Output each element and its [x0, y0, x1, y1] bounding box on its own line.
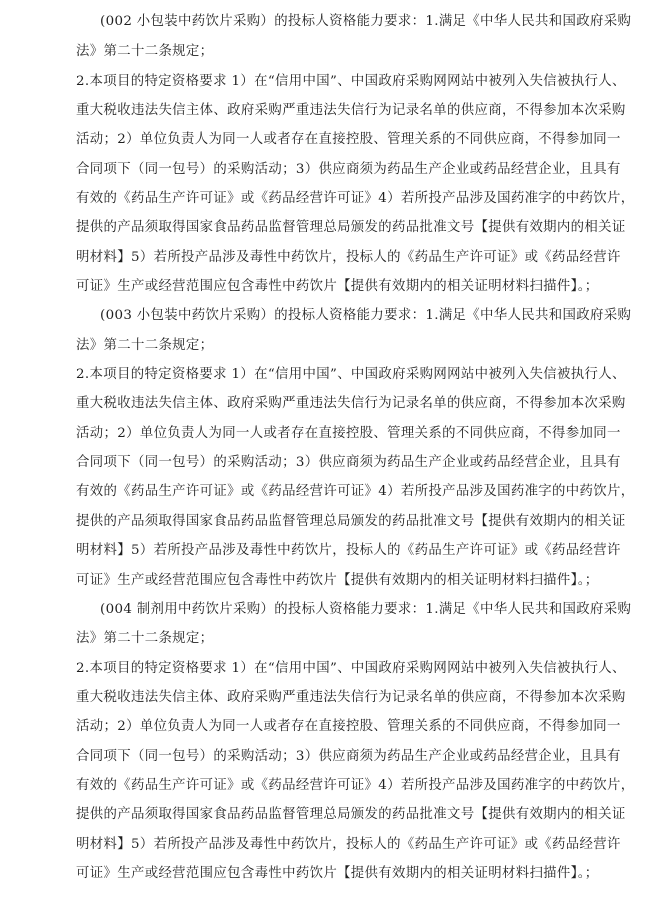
text-line: 有效的《药品生产许可证》或《药品经营许可证》4）若所投产品涉及国药准字的中药饮片， [76, 191, 635, 206]
text-line: 有效的《药品生产许可证》或《药品经营许可证》4）若所投产品涉及国药准字的中药饮片， [76, 778, 635, 793]
text-line: 明材料】5）若所投产品涉及毒性中药饮片，投标人的《药品生产许可证》或《药品经营许 [76, 250, 621, 265]
text-line: 合同项下（同一包号）的采购活动；3）供应商须为药品生产企业或药品经营企业，且具有 [76, 162, 621, 177]
text-line: 可证》生产或经营范围应包含毒性中药饮片【提供有效期内的相关证明材料扫描件】。； [76, 279, 599, 294]
text-line: 合同项下（同一包号）的采购活动；3）供应商须为药品生产企业或药品经营企业，且具有 [76, 455, 621, 470]
text-line: 2.本项目的特定资格要求 1）在“信用中国”、中国政府采购网网站中被列入失信被执行人、 [76, 367, 626, 382]
text-line: 法》第二十二条规定； [76, 338, 214, 353]
text-line: 明材料】5）若所投产品涉及毒性中药饮片，投标人的《药品生产许可证》或《药品经营许 [76, 543, 621, 558]
text-line: 2.本项目的特定资格要求 1）在“信用中国”、中国政府采购网网站中被列入失信被执行人、 [76, 74, 626, 89]
section-heading-line: (004 制剂用中药饮片采购）的投标人资格能力要求：1.满足《中华人民共和国政府采购 [100, 602, 632, 617]
text-line: 重大税收违法失信主体、政府采购严重违法失信行为记录名单的供应商，不得参加本次采购 [76, 396, 626, 411]
text-line: 可证》生产或经营范围应包含毒性中药饮片【提供有效期内的相关证明材料扫描件】。； [76, 573, 599, 588]
text-line: 明材料】5）若所投产品涉及毒性中药饮片，投标人的《药品生产许可证》或《药品经营许 [76, 837, 621, 852]
section-heading-line: (003 小包装中药饮片采购）的投标人资格能力要求：1.满足《中华人民共和国政府采购 [100, 308, 632, 323]
text-line: 提供的产品须取得国家食品药品监督管理总局颁发的药品批准文号【提供有效期内的相关证 [76, 807, 626, 822]
text-line: 法》第二十二条规定； [76, 631, 214, 646]
text-line: 提供的产品须取得国家食品药品监督管理总局颁发的药品批准文号【提供有效期内的相关证 [76, 220, 626, 235]
text-line: 2.本项目的特定资格要求 1）在“信用中国”、中国政府采购网网站中被列入失信被执行人、 [76, 661, 626, 676]
text-line: 活动；2）单位负责人为同一人或者存在直接控股、管理关系的不同供应商，不得参加同一 [76, 132, 621, 147]
text-line: 活动；2）单位负责人为同一人或者存在直接控股、管理关系的不同供应商，不得参加同一 [76, 426, 621, 441]
text-line: 提供的产品须取得国家食品药品监督管理总局颁发的药品批准文号【提供有效期内的相关证 [76, 514, 626, 529]
text-line: 活动；2）单位负责人为同一人或者存在直接控股、管理关系的不同供应商，不得参加同一 [76, 719, 621, 734]
text-line: 可证》生产或经营范围应包含毒性中药饮片【提供有效期内的相关证明材料扫描件】。； [76, 866, 599, 881]
text-line: 重大税收违法失信主体、政府采购严重违法失信行为记录名单的供应商，不得参加本次采购 [76, 690, 626, 705]
text-line: 合同项下（同一包号）的采购活动；3）供应商须为药品生产企业或药品经营企业，且具有 [76, 749, 621, 764]
text-line: 有效的《药品生产许可证》或《药品经营许可证》4）若所投产品涉及国药准字的中药饮片， [76, 484, 635, 499]
text-line: 法》第二十二条规定； [76, 44, 214, 59]
text-line: 重大税收违法失信主体、政府采购严重违法失信行为记录名单的供应商，不得参加本次采购 [76, 103, 626, 118]
section-heading-line: (002 小包装中药饮片采购）的投标人资格能力要求：1.满足《中华人民共和国政府采购 [100, 14, 632, 29]
